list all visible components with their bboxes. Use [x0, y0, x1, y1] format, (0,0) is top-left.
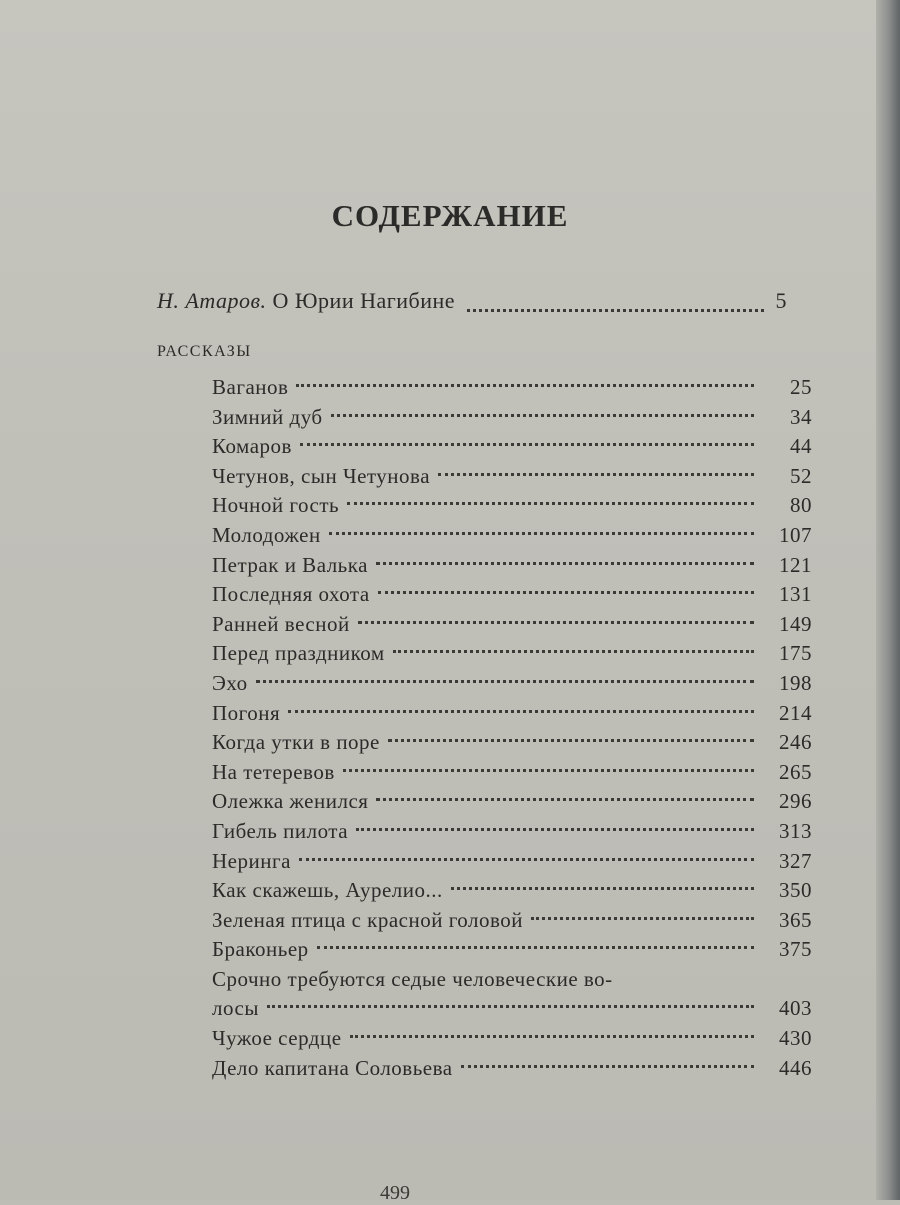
leader-dots	[347, 502, 754, 505]
toc-entry	[212, 728, 812, 758]
leader-dots	[288, 710, 754, 713]
toc-entry-page-number: 365	[779, 907, 812, 932]
section-heading: РАССКАЗЫ	[157, 343, 252, 360]
toc-entry-page-number: 430	[779, 1026, 812, 1051]
preface-entry	[157, 288, 787, 318]
leader-dots	[331, 414, 754, 417]
toc-entry-title: Петрак и Валька	[212, 552, 368, 577]
toc-entry-page-number: 246	[779, 730, 812, 755]
toc-entry	[212, 906, 812, 936]
toc-entry	[212, 876, 812, 906]
toc-entry-page-number: 52	[790, 463, 812, 488]
toc-entry-title: Ваганов	[212, 375, 289, 399]
toc-entry	[212, 491, 812, 521]
preface-title: О Юрии Нагибине	[272, 288, 456, 313]
toc-entry-page-number: 121	[779, 552, 812, 577]
leader-dots	[329, 532, 754, 535]
leader-dots	[376, 798, 754, 801]
leader-dots	[296, 384, 754, 387]
toc-entry-title: Олежка женился	[212, 789, 369, 814]
toc-entry-page-number: 265	[779, 759, 812, 784]
leader-dots	[350, 1035, 754, 1038]
toc-entry-page-number: 403	[779, 996, 812, 1021]
toc-entry	[212, 787, 812, 817]
leader-dots	[467, 309, 763, 312]
toc-entry-title: Ранней весной	[212, 611, 350, 636]
toc-list	[212, 373, 812, 1083]
toc-entry-title: На тетеревов	[212, 759, 335, 784]
toc-entry-title: Когда утки в поре	[212, 730, 380, 755]
toc-entry-page-number: 131	[779, 582, 812, 607]
toc-entry-page-number: 446	[779, 1055, 812, 1080]
toc-entry-title: Ночной гость	[212, 493, 340, 518]
toc-entry	[212, 935, 812, 965]
toc-entry	[212, 639, 812, 669]
leader-dots	[376, 562, 754, 565]
toc-entry-page-number: 34	[790, 404, 812, 429]
leader-dots	[300, 443, 754, 446]
toc-entry-page-number: 198	[779, 670, 812, 695]
leader-dots	[256, 680, 754, 683]
toc-entry-page-number: 350	[779, 878, 812, 903]
toc-entry-page-number: 25	[790, 375, 812, 399]
toc-entry-title: Перед праздником	[212, 641, 385, 666]
page-title: СОДЕРЖАНИЕ	[331, 198, 569, 233]
leader-dots	[358, 621, 754, 624]
preface-author: Н. Атаров.	[157, 288, 267, 313]
toc-entry-page-number: 214	[779, 700, 812, 725]
toc-entry	[212, 403, 812, 433]
toc-entry-title: Зеленая птица с красной головой	[212, 907, 524, 932]
leader-dots	[451, 887, 754, 890]
toc-entry	[212, 432, 812, 462]
toc-entry-title: Четунов, сын Четунова	[212, 463, 431, 488]
folio-number: 499	[380, 1182, 410, 1204]
leader-dots	[299, 858, 754, 861]
toc-entry	[212, 699, 812, 729]
toc-entry-title: Браконьер	[212, 937, 309, 962]
toc-entry	[212, 965, 812, 995]
toc-entry-title: Комаров	[212, 434, 292, 459]
toc-entry-title: Молодожен	[212, 522, 321, 547]
toc-entry-page-number: 107	[779, 522, 812, 547]
leader-dots	[356, 828, 754, 831]
toc-entry-title: Срочно требуются седые человеческие во-	[212, 966, 613, 991]
toc-entry	[212, 373, 812, 403]
toc-entry-page-number: 296	[779, 789, 812, 814]
toc-entry	[212, 669, 812, 699]
leader-dots	[317, 946, 754, 949]
toc-entry-page-number: 80	[790, 493, 812, 518]
toc-entry-title: Зимний дуб	[212, 404, 323, 429]
toc-entry	[212, 580, 812, 610]
toc-entry-title: Как скажешь, Аурелио...	[212, 878, 443, 903]
leader-dots	[378, 591, 754, 594]
toc-entry	[212, 1054, 812, 1084]
toc-entry	[212, 994, 812, 1024]
toc-entry	[212, 758, 812, 788]
book-spine-edge	[876, 0, 900, 1200]
toc-entry-title: Погоня	[212, 700, 281, 725]
toc-entry	[212, 1024, 812, 1054]
leader-dots	[393, 650, 754, 653]
toc-entry-page-number: 327	[779, 848, 812, 873]
toc-entry-title: Чужое сердце	[212, 1026, 342, 1051]
toc-entry-page-number: 44	[790, 434, 812, 459]
toc-entry-title: Эхо	[212, 670, 248, 695]
toc-entry	[212, 847, 812, 877]
toc-entry-page-number: 175	[779, 641, 812, 666]
toc-entry	[212, 817, 812, 847]
toc-entry-page-number: 313	[779, 818, 812, 843]
toc-entry-title: Дело капитана Соловьева	[212, 1055, 453, 1080]
toc-entry	[212, 551, 812, 581]
leader-dots	[531, 917, 754, 920]
leader-dots	[461, 1065, 754, 1068]
toc-entry-title: Неринга	[212, 848, 291, 873]
leader-dots	[388, 739, 754, 742]
leader-dots	[438, 473, 754, 476]
leader-dots	[343, 769, 754, 772]
leader-dots	[267, 1005, 754, 1008]
toc-entry	[212, 610, 812, 640]
toc-entry-title: лосы	[212, 996, 259, 1021]
toc-entry	[212, 462, 812, 492]
toc-entry-title: Гибель пилота	[212, 818, 349, 843]
preface-page-number: 5	[775, 288, 787, 313]
toc-entry-page-number: 375	[779, 937, 812, 962]
toc-entry-title: Последняя охота	[212, 582, 370, 607]
toc-entry-page-number: 149	[779, 611, 812, 636]
toc-entry	[212, 521, 812, 551]
